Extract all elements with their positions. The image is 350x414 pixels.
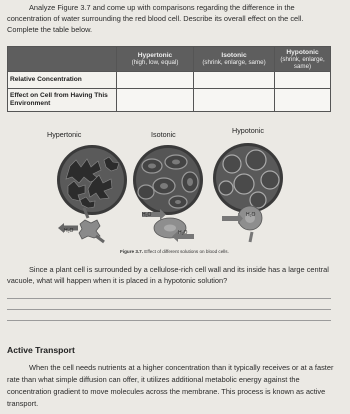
table-row (8, 72, 331, 89)
hypotonic-cells-image (213, 143, 283, 213)
answer-cell[interactable] (194, 89, 275, 112)
section-heading: Active Transport (7, 345, 75, 355)
water-label-isotonic-out: H₂O (178, 230, 188, 236)
section-body-text: When the cell needs nutrients at a higher concentration than it typically receives or at a faster rate than what simple diffusion can offer, it utilizes additional metabolic energy against the concentration gradient to move molecules across the membrane. This process is known as active transport. (7, 363, 334, 408)
column-header-hypotonic: Hypotonic (shrink, enlarge, same) (275, 47, 331, 72)
hypotonic-cell-diagram (222, 206, 262, 242)
row-label-effect-on-cell: Effect on Cell from Having This Environment (8, 89, 117, 112)
figure-caption: Figure 3.7. Effect of different solutions on blood cells. (120, 249, 229, 254)
comparison-table (7, 46, 331, 112)
row-label-relative-concentration: Relative Concentration (8, 72, 117, 89)
water-label-hypotonic: H₂O (246, 212, 256, 218)
column-header-hypertonic: Hypertonic (high, low, equal) (117, 47, 194, 72)
table-row (8, 89, 331, 112)
answer-line (7, 298, 331, 299)
answer-cell[interactable] (117, 89, 194, 112)
blood-cell-figure (0, 138, 350, 248)
table-corner-cell (8, 47, 117, 72)
answer-cell[interactable] (275, 89, 331, 112)
isotonic-cells-image (133, 145, 203, 215)
answer-line (7, 309, 331, 310)
answer-cell[interactable] (194, 72, 275, 89)
column-header-isotonic: Isotonic (shrink, enlarge, same) (194, 47, 275, 72)
answer-cell[interactable] (275, 72, 331, 89)
table-header-row (8, 47, 331, 72)
figure-label-isotonic: Isotonic (151, 130, 176, 139)
instructions-text: Analyze Figure 3.7 and come up with comparisons regarding the difference in the concentration of water surrounding the red blood cell. Describe its overall effect on the cell. Complete the table below. (7, 3, 304, 34)
answer-line (7, 320, 331, 321)
water-label-hypertonic: H₂O (64, 228, 74, 234)
question-text: Since a plant cell is surrounded by a cellulose-rich cell wall and its inside has a large central vacuole, what will happen when it is placed in a hypotonic solution? (7, 265, 329, 285)
figure-label-hypertonic: Hypertonic (47, 130, 82, 139)
hypertonic-cells-image (57, 145, 127, 215)
answer-cell[interactable] (117, 72, 194, 89)
water-label-isotonic: H₂O (142, 212, 152, 218)
figure-label-hypotonic: Hypotonic (232, 126, 264, 135)
